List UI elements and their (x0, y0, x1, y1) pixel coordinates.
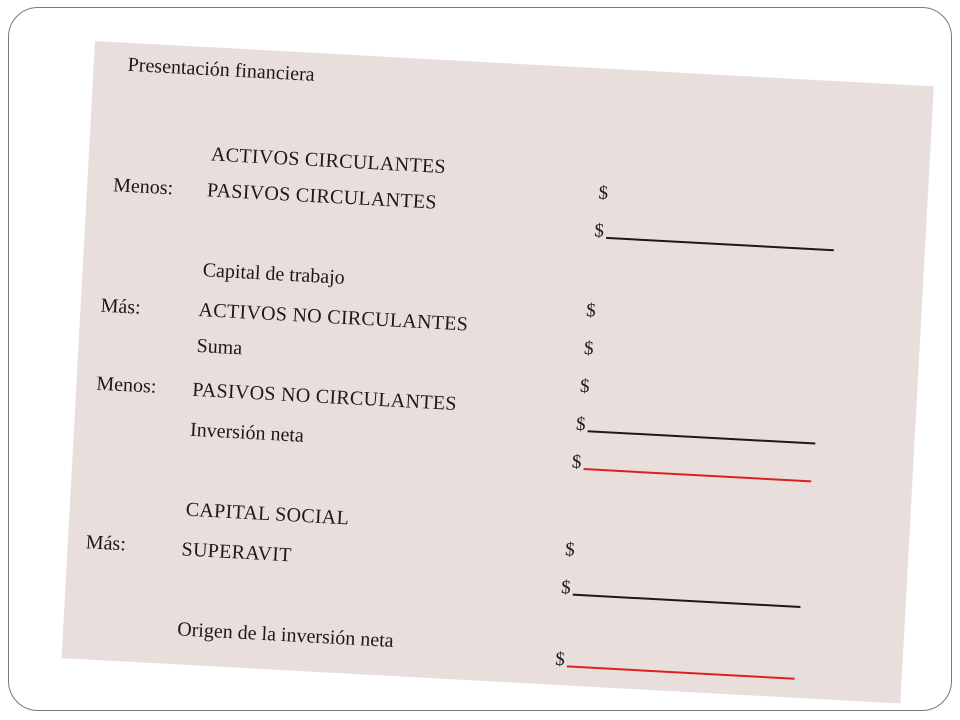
currency-symbol: $ (560, 577, 572, 599)
amount-field-total (555, 648, 795, 685)
amount-field (585, 299, 596, 323)
label-capital-trabajo: Capital de trabajo (202, 259, 346, 289)
underline (606, 237, 834, 251)
operator-mas: Más: (85, 531, 127, 556)
operator-menos: Menos: (95, 372, 157, 398)
amount-field (598, 181, 609, 205)
amount-field (579, 375, 590, 399)
amount-field (594, 219, 834, 256)
financial-sheet (62, 41, 934, 704)
currency-symbol: $ (564, 539, 576, 561)
sheet-title: Presentación financiera (127, 53, 316, 86)
currency-symbol: $ (593, 220, 605, 242)
currency-symbol: $ (597, 182, 609, 204)
label-superavit: SUPERAVIT (181, 538, 293, 567)
currency-symbol: $ (554, 648, 566, 671)
operator-mas: Más: (100, 294, 142, 319)
total-underline (583, 468, 811, 482)
currency-symbol: $ (571, 451, 582, 473)
currency-symbol: $ (575, 413, 587, 436)
currency-symbol: $ (585, 299, 597, 322)
currency-symbol: $ (583, 337, 595, 360)
label-origen-inversion-neta: Origen de la inversión neta (176, 618, 395, 653)
amount-field-total (571, 450, 811, 487)
label-pasivos-no-circulantes: PASIVOS NO CIRCULANTES (191, 378, 458, 416)
total-underline (566, 665, 794, 679)
slide-frame (8, 7, 952, 711)
underline (572, 594, 800, 608)
amount-field (560, 576, 800, 613)
label-inversion-neta: Inversión neta (189, 418, 305, 447)
label-suma: Suma (196, 334, 243, 360)
amount-field (565, 538, 576, 562)
label-activos-no-circulantes: ACTIVOS NO CIRCULANTES (198, 299, 469, 336)
amount-field (583, 337, 594, 361)
operator-menos: Menos: (112, 174, 174, 200)
amount-field (575, 413, 815, 450)
label-activos-circulantes: ACTIVOS CIRCULANTES (210, 143, 447, 179)
currency-symbol: $ (579, 375, 591, 398)
underline (587, 430, 815, 444)
label-pasivos-circulantes: PASIVOS CIRCULANTES (206, 179, 438, 214)
label-capital-social: CAPITAL SOCIAL (185, 498, 350, 530)
